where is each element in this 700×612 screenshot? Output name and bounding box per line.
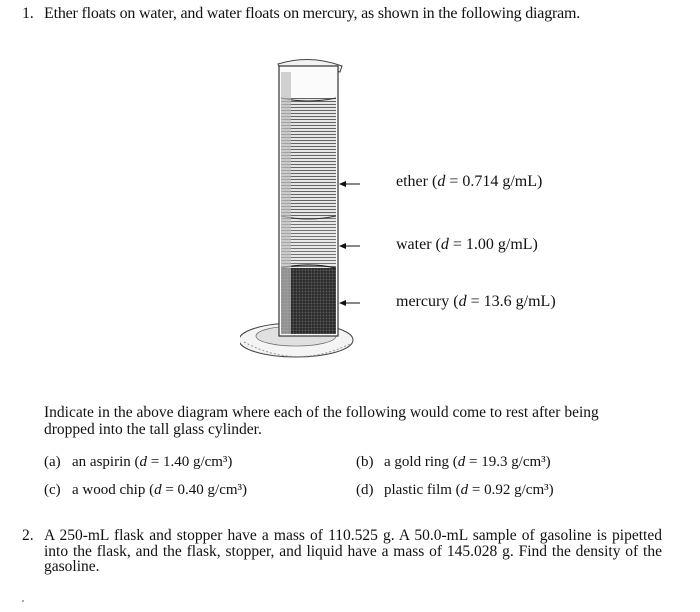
- cylinder-scale: [281, 72, 291, 334]
- mercury-density-var: d: [458, 293, 467, 310]
- mercury-label: [396, 293, 556, 311]
- option-a-letter: (a): [44, 454, 61, 470]
- water-label: [396, 236, 538, 254]
- option-c-var: d: [154, 482, 162, 498]
- option-a-text: an aspirin (: [72, 454, 140, 470]
- ether-pointer-arrow: [339, 181, 360, 187]
- option-c: [44, 482, 247, 499]
- question-1-text: Ether floats on water, and water floats on mercury, as shown in the following diagram.: [44, 5, 581, 22]
- mercury-label-prefix: mercury (: [396, 293, 459, 310]
- water-density-var: d: [440, 236, 449, 253]
- question-2-text: A 250-mL flask and stopper have a mass of 110.525 g. A 50.0-mL sample of gasoline is pipetted into the flask, and the flask, stopper, and liquid have a mass of 145.028 g. Find the density of the gasoline.: [44, 527, 662, 575]
- question-1: [22, 5, 580, 23]
- option-b: [356, 454, 551, 471]
- mercury-pointer-arrow: [339, 300, 360, 306]
- ether-density-var: d: [437, 173, 446, 190]
- option-b-text: a gold ring (: [384, 454, 458, 470]
- question-2-number: 2.: [22, 527, 34, 544]
- ether-label-prefix: ether (: [396, 173, 438, 190]
- option-d-value: = 0.92 g/cm³): [468, 482, 554, 498]
- option-b-value: = 19.3 g/cm³): [465, 454, 551, 470]
- option-b-letter: (b): [356, 454, 374, 470]
- option-a: [44, 454, 232, 471]
- option-d-var: d: [460, 482, 469, 498]
- option-b-var: d: [457, 454, 466, 470]
- question-2: [22, 528, 662, 575]
- water-label-prefix: water (: [396, 236, 441, 253]
- graduated-cylinder-diagram: [240, 52, 360, 377]
- ether-density-value: = 0.714 g/mL): [445, 173, 543, 190]
- option-d-text: plastic film (: [384, 482, 461, 498]
- ether-label: [396, 173, 542, 191]
- page-mark: [22, 600, 24, 602]
- question-1-number: 1.: [22, 5, 34, 22]
- option-c-text: a wood chip (: [72, 482, 155, 498]
- mercury-density-value: = 13.6 g/mL): [466, 293, 556, 310]
- option-a-var: d: [139, 454, 147, 470]
- water-pointer-arrow: [339, 243, 360, 249]
- instructions: Indicate in the above diagram where each of the following would come to rest after being dropped into the tall glass cylinder.: [44, 404, 599, 438]
- option-d-letter: (d): [356, 482, 374, 498]
- option-a-value: = 1.40 g/cm³): [146, 454, 233, 470]
- option-c-value: = 0.40 g/cm³): [161, 482, 248, 498]
- option-d: [356, 482, 554, 499]
- option-c-letter: (c): [44, 482, 61, 498]
- water-density-value: = 1.00 g/mL): [448, 236, 538, 253]
